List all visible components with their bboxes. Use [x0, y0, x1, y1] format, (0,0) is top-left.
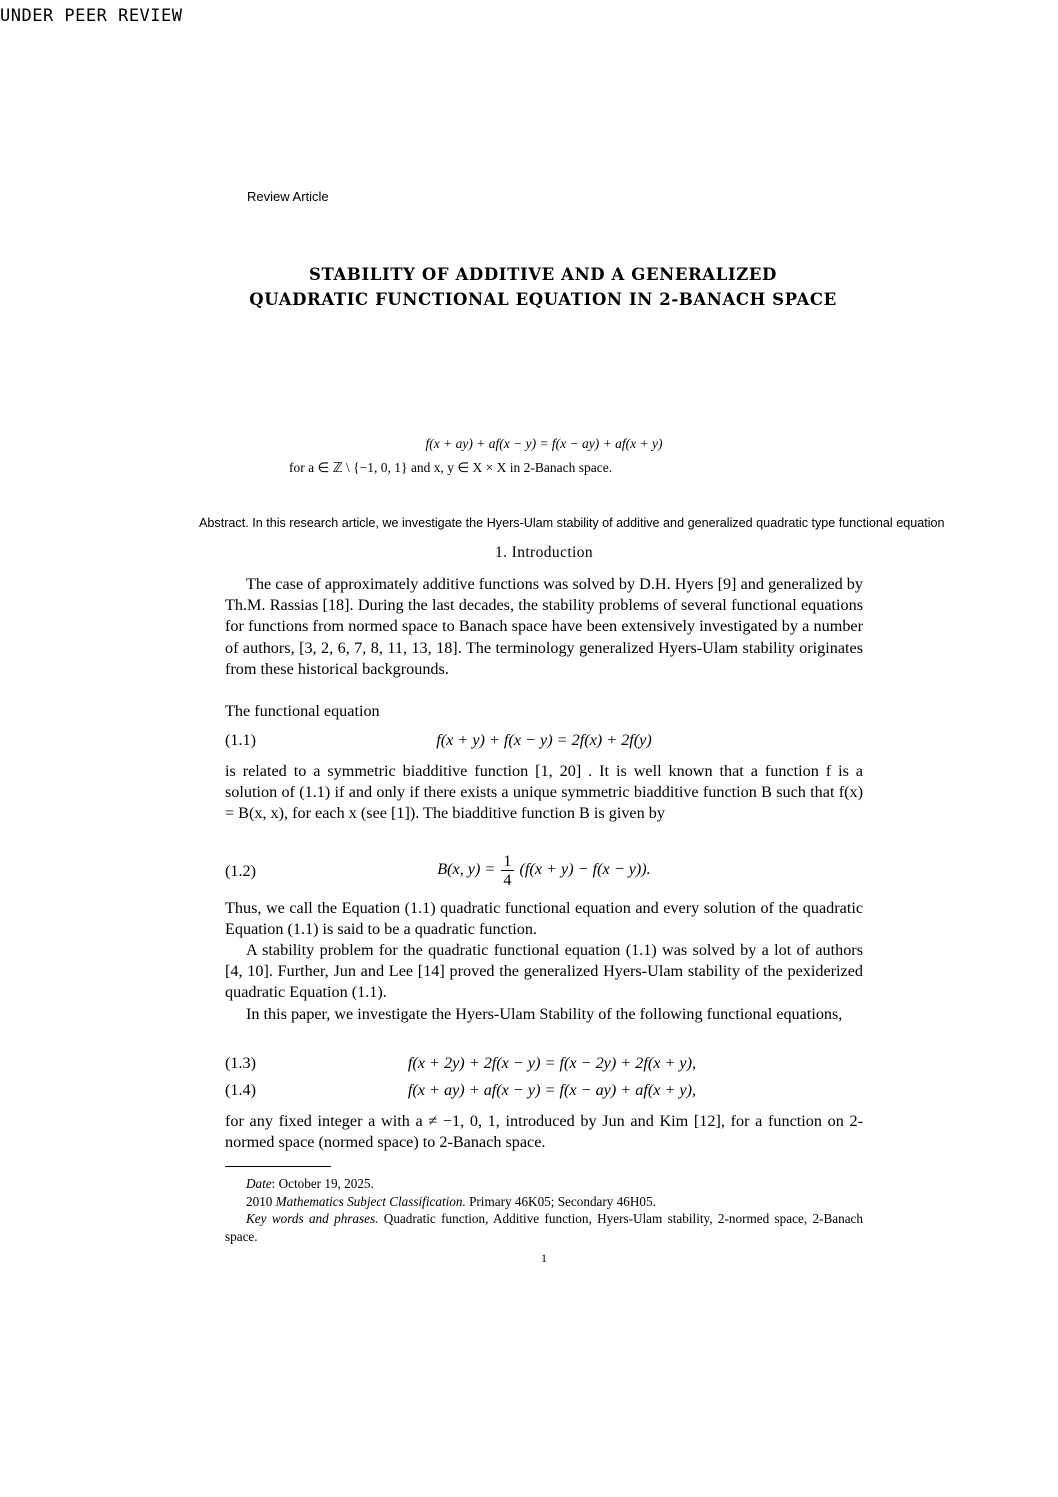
- paragraph-4: Thus, we call the Equation (1.1) quadratic functional equation and every solution of the quadratic Equation (1.1) is said to be a quadratic function.: [225, 899, 863, 939]
- fraction-one-quarter: [501, 852, 513, 889]
- preamble-condition: for a ∈ ℤ \ {−1, 0, 1} and x, y ∈ X × X in 2-Banach space.: [289, 460, 613, 475]
- paragraph-5: A stability problem for the quadratic functional equation (1.1) was solved by a lot of authors [4, 10]. Further, Jun and Lee [14] proved the generalized Hyers-Ulam stability of the pexiderized quadratic Equation (1.1).: [225, 941, 863, 1002]
- paragraph-2: The functional equation: [225, 702, 380, 720]
- equation-body: f(x + y) + f(x − y) = 2f(x) + 2f(y): [436, 731, 652, 749]
- equation-body: [225, 852, 863, 889]
- fraction-numerator: 1: [503, 852, 512, 870]
- paragraph-7: for any fixed integer a with a ≠ −1, 0, 1, introduced by Jun and Kim [12], for a function on 2-normed space (normed space) to 2-Banach space.: [225, 1112, 863, 1152]
- footnote-date-label: Date: [246, 1176, 272, 1191]
- footnote-msc-prefix: 2010: [246, 1194, 276, 1209]
- equation-lhs: B(x, y) =: [437, 860, 496, 879]
- equation-1-4: [225, 1081, 863, 1103]
- footnote-rule: [225, 1166, 331, 1167]
- paragraph-6: In this paper, we investigate the Hyers-Ulam Stability of the following functional equations,: [246, 1005, 843, 1023]
- abstract: Abstract. In this research article, we investigate the Hyers-Ulam stability of additive and generalized quadratic type functional equation: [199, 516, 945, 530]
- equation-number: (1.4): [225, 1081, 257, 1099]
- paragraph-1: The case of approximately additive functions was solved by D.H. Hyers [9] and generalized by Th.M. Rassias [18]. During the last decades, the stability problems of several functional equations for functions from normed space to Banach space have been extensively investigated by a number of authors, [3, 2, 6, 7, 8, 11, 13, 18]. The terminology generalized Hyers-Ulam stability originates from these historical backgrounds.: [225, 575, 863, 678]
- section-heading-introduction: 1. Introduction: [494, 544, 594, 561]
- equation-1-1: [225, 731, 863, 753]
- equation-body: f(x + ay) + af(x − y) = f(x − ay) + af(x + y),: [407, 1081, 697, 1099]
- equation-number: (1.2): [225, 862, 257, 880]
- footnote-keywords: [225, 1210, 863, 1246]
- footnote-msc-label: Mathematics Subject Classification.: [275, 1194, 466, 1209]
- equation-body: f(x + 2y) + 2f(x − y) = f(x − 2y) + 2f(x + y),: [407, 1054, 697, 1072]
- under-review-watermark: UNDER PEER REVIEW: [0, 6, 183, 26]
- equation-number: (1.3): [225, 1054, 257, 1072]
- footnote-keywords-label: Key words and phrases.: [246, 1211, 379, 1226]
- paragraph-3: is related to a symmetric biadditive function [1, 20] . It is well known that a function f is a solution of (1.1) if and only if there exists a unique symmetric biadditive function B such that f(x) = B(x, x), for each x (see [1]). The biadditive function B is given by: [225, 762, 863, 823]
- paper-title-line-1: STABILITY OF ADDITIVE AND A GENERALIZED: [309, 265, 777, 284]
- page-number: 1: [541, 1251, 547, 1265]
- footnote-msc-value: Primary 46K05; Secondary 46H05.: [465, 1194, 656, 1209]
- paper-title-line-2: QUADRATIC FUNCTIONAL EQUATION IN 2-BANACH SPACE: [249, 290, 837, 309]
- fraction-denominator: 4: [503, 871, 512, 889]
- footnote-date: [225, 1175, 863, 1193]
- article-type-label: Review Article: [247, 189, 329, 204]
- equation-number: (1.1): [225, 731, 257, 749]
- preamble-equation: f(x + ay) + af(x − y) = f(x − ay) + af(x + y): [425, 436, 663, 451]
- equation-1-3: [225, 1054, 863, 1076]
- footnote-msc: [225, 1193, 863, 1211]
- equation-1-2: [225, 852, 863, 889]
- footnote-keywords-value: Quadratic function, Additive function, Hyers-Ulam stability, 2-normed space, 2-Banach space.: [225, 1211, 863, 1244]
- equation-rhs: (f(x + y) − f(x − y)).: [519, 860, 651, 879]
- footnote-date-value: : October 19, 2025.: [271, 1176, 374, 1191]
